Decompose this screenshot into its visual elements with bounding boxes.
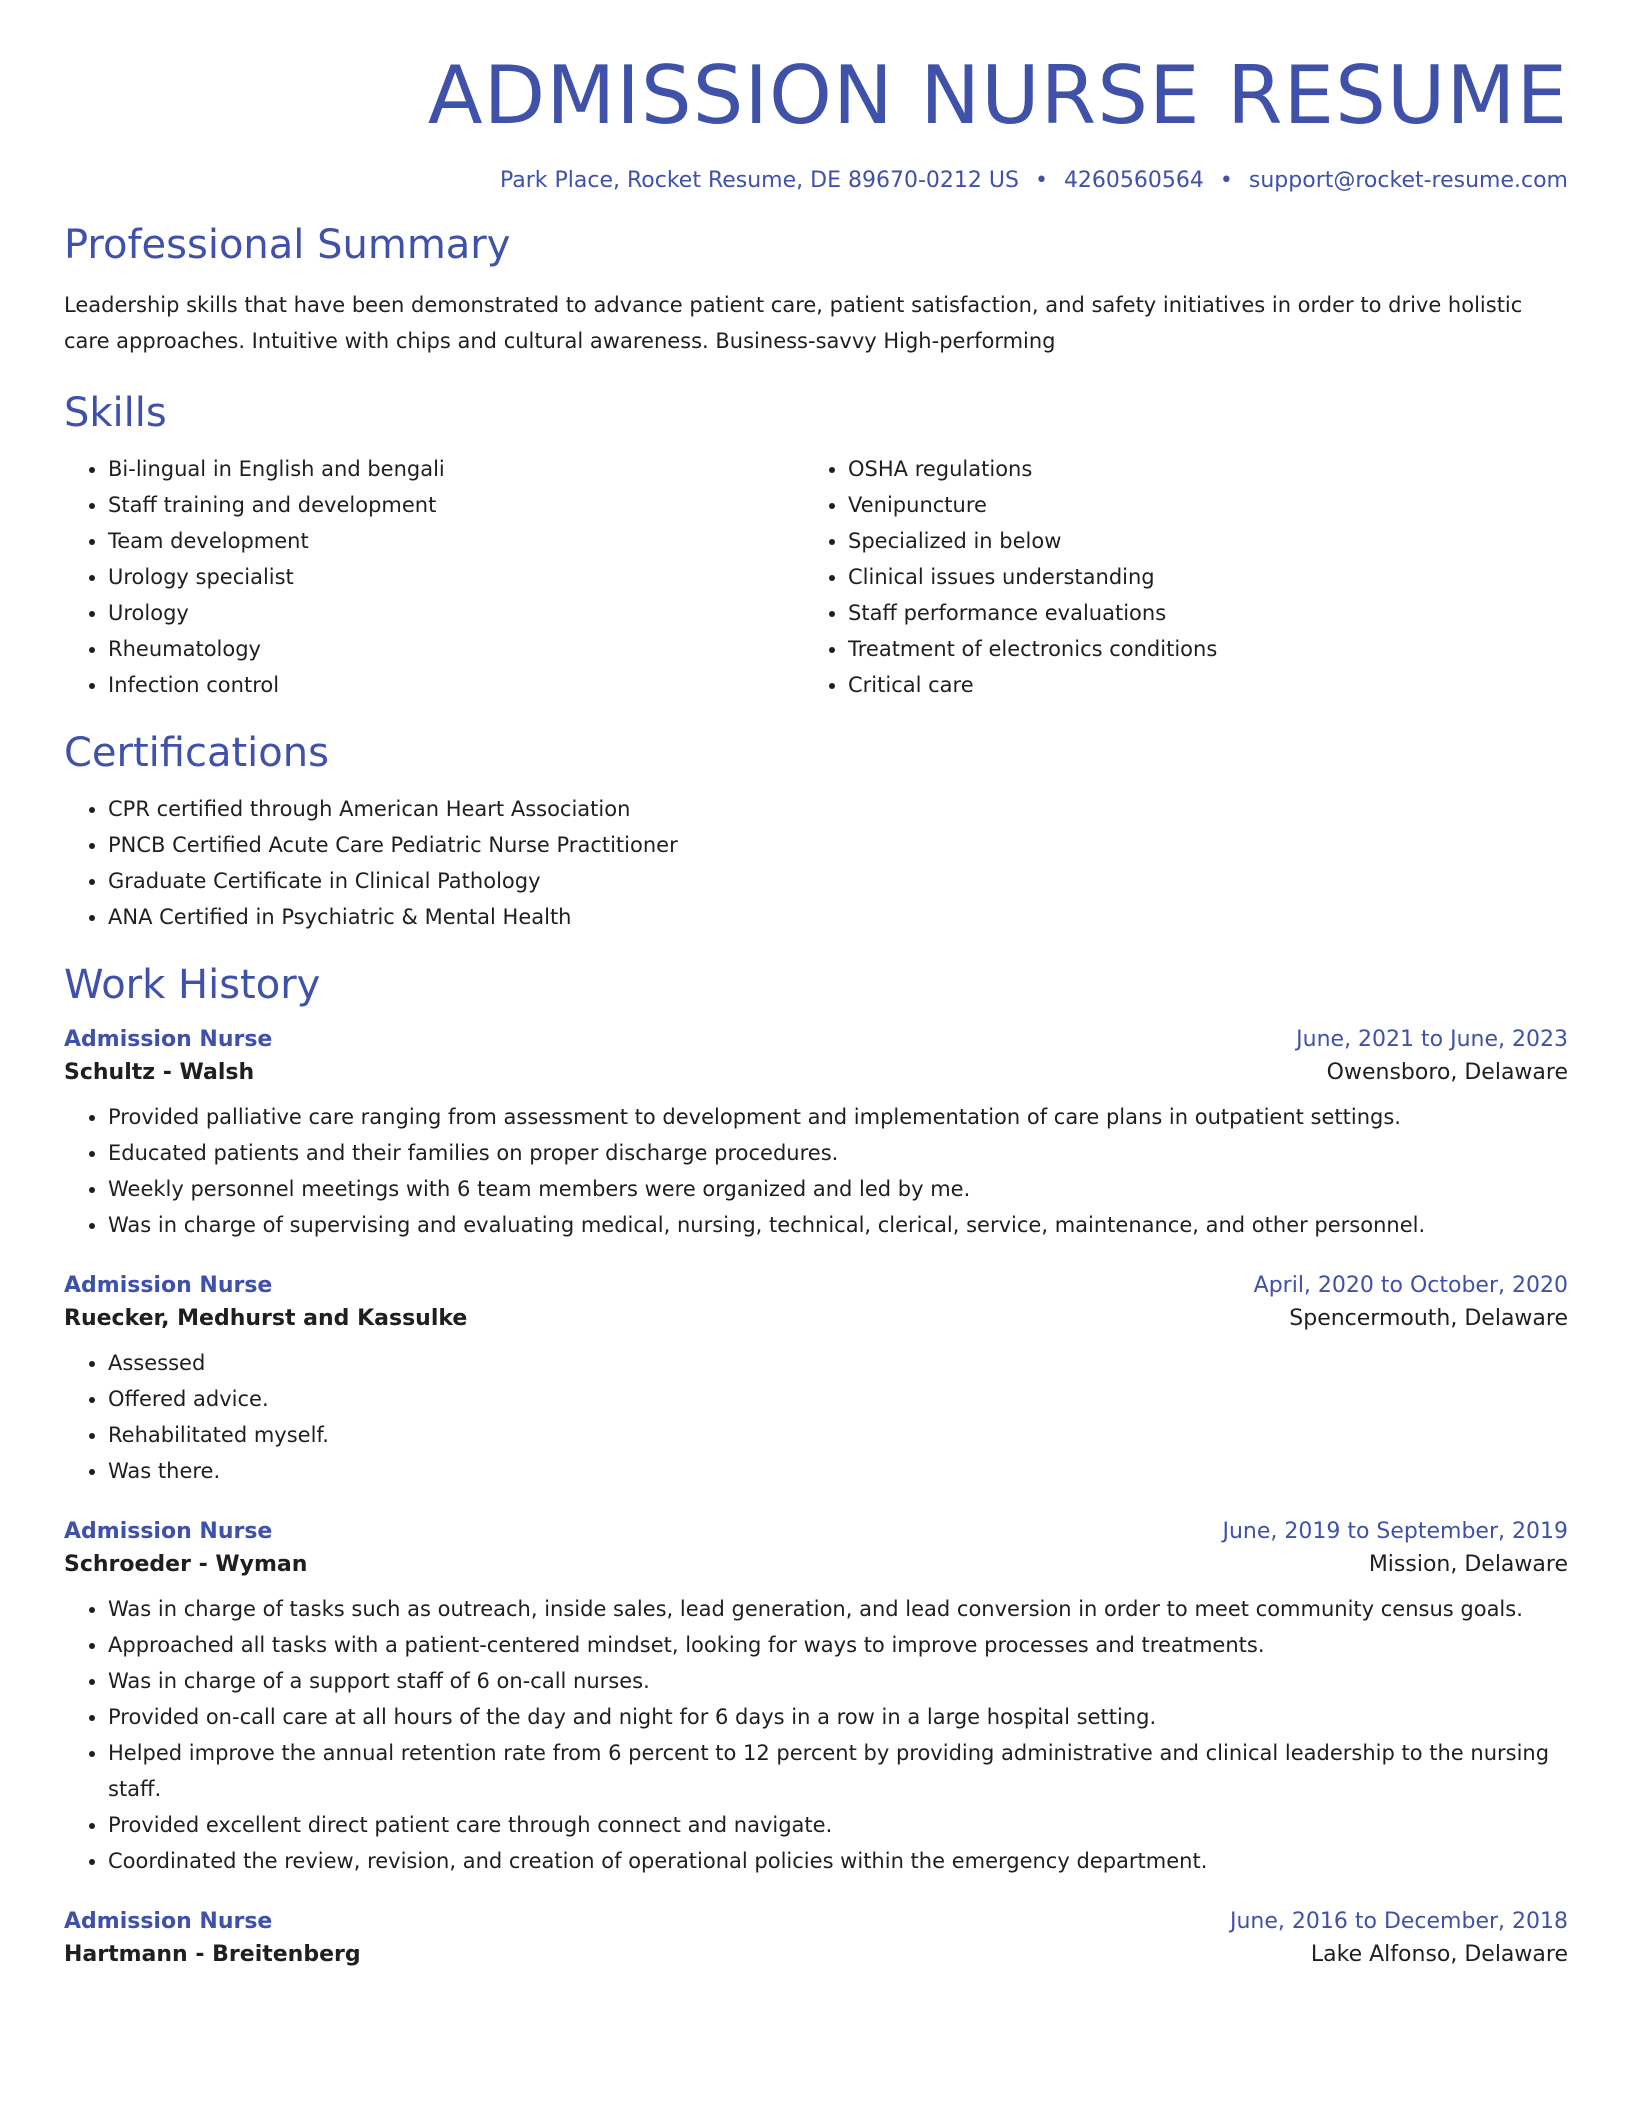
skill-item: • Bi-lingual in English and bengali xyxy=(108,451,804,487)
job-header-row xyxy=(64,1027,1568,1052)
job-header-row xyxy=(64,1909,1568,1934)
job-company-row xyxy=(64,1552,1568,1577)
skills-column-right xyxy=(804,451,1544,703)
job-location: Lake Alfonso, Delaware xyxy=(1310,1942,1568,1967)
work-history-heading: Work History xyxy=(64,962,321,1008)
job-bullet: • Educated patients and their families on proper discharge procedures. xyxy=(108,1135,1568,1171)
job-location: Owensboro, Delaware xyxy=(1326,1060,1568,1085)
job-bullet: • Was in charge of tasks such as outreach, inside sales, lead generation, and lead conversion in order to meet community census goals. xyxy=(108,1591,1568,1627)
contact-address: Park Place, Rocket Resume, DE 89670-0212 US xyxy=(499,168,1019,193)
job-bullet: • Helped improve the annual retention rate from 6 percent to 12 percent by providing administrative and clinical leadership to the nursing staff. xyxy=(108,1735,1568,1807)
job-bullets xyxy=(64,1345,1568,1489)
certification-item: • PNCB Certified Acute Care Pediatric Nurse Practitioner xyxy=(108,827,1568,863)
skill-item: • OSHA regulations xyxy=(848,451,1544,487)
skill-item: • Staff performance evaluations xyxy=(848,595,1544,631)
job-bullet: • Provided on-call care at all hours of the day and night for 6 days in a row in a large hospital setting. xyxy=(108,1699,1568,1735)
job-title: Admission Nurse xyxy=(64,1519,273,1544)
contact-separator: • xyxy=(1219,168,1233,193)
certification-item: • CPR certified through American Heart Association xyxy=(108,791,1568,827)
job-bullets xyxy=(64,1591,1568,1879)
job-bullet: • Provided palliative care ranging from assessment to development and implementation of care plans in outpatient settings. xyxy=(108,1099,1568,1135)
skills-section xyxy=(64,389,1568,703)
job-company: Schultz - Walsh xyxy=(64,1060,255,1085)
skill-item: • Infection control xyxy=(108,667,804,703)
job-company: Hartmann - Breitenberg xyxy=(64,1942,361,1967)
certifications-list xyxy=(64,791,1568,935)
skill-item: • Clinical issues understanding xyxy=(848,559,1544,595)
job-title: Admission Nurse xyxy=(64,1273,273,1298)
skills-heading: Skills xyxy=(64,390,167,436)
job-entry xyxy=(64,1519,1568,1879)
skill-item: • Treatment of electronics conditions xyxy=(848,631,1544,667)
work-history-section xyxy=(64,961,1568,1967)
skill-item: • Urology xyxy=(108,595,804,631)
job-dates: April, 2020 to October, 2020 xyxy=(1253,1273,1568,1298)
contact-email: support@rocket-resume.com xyxy=(1248,168,1568,193)
job-entry xyxy=(64,1273,1568,1489)
job-entry xyxy=(64,1027,1568,1243)
skills-grid xyxy=(64,451,1568,703)
job-header-row xyxy=(64,1519,1568,1544)
job-company-row xyxy=(64,1306,1568,1331)
skill-item: • Rheumatology xyxy=(108,631,804,667)
job-dates: June, 2019 to September, 2019 xyxy=(1222,1519,1568,1544)
job-bullet: • Coordinated the review, revision, and creation of operational policies within the emergency department. xyxy=(108,1843,1568,1879)
job-bullet: • Rehabilitated myself. xyxy=(108,1417,1568,1453)
summary-section xyxy=(64,221,1568,359)
resume-header xyxy=(64,49,1568,193)
skill-item: • Staff training and development xyxy=(108,487,804,523)
skill-item: • Specialized in below xyxy=(848,523,1544,559)
job-header-row xyxy=(64,1273,1568,1298)
job-company-row xyxy=(64,1942,1568,1967)
job-bullet: • Was in charge of supervising and evaluating medical, nursing, technical, clerical, service, maintenance, and other personnel. xyxy=(108,1207,1568,1243)
job-company: Ruecker, Medhurst and Kassulke xyxy=(64,1306,468,1331)
job-bullet: • Offered advice. xyxy=(108,1381,1568,1417)
certifications-section xyxy=(64,729,1568,935)
job-dates: June, 2016 to December, 2018 xyxy=(1229,1909,1568,1934)
job-bullet: • Assessed xyxy=(108,1345,1568,1381)
summary-text: Leadership skills that have been demonstrated to advance patient care, patient satisfaction, and safety initiatives in order to drive holistic care approaches. Intuitive with chips and cultural awareness. Business-savvy High-performing xyxy=(64,293,1523,353)
certification-item: • Graduate Certificate in Clinical Pathology xyxy=(108,863,1568,899)
contact-phone: 4260560564 xyxy=(1063,168,1204,193)
skill-item: • Venipuncture xyxy=(848,487,1544,523)
skill-item: • Team development xyxy=(108,523,804,559)
job-bullet: • Was in charge of a support staff of 6 on-call nurses. xyxy=(108,1663,1568,1699)
job-bullet: • Provided excellent direct patient care through connect and navigate. xyxy=(108,1807,1568,1843)
job-title: Admission Nurse xyxy=(64,1027,273,1052)
resume-title: ADMISSION NURSE RESUME xyxy=(427,49,1568,142)
job-dates: June, 2021 to June, 2023 xyxy=(1296,1027,1568,1052)
job-company: Schroeder - Wyman xyxy=(64,1552,308,1577)
contact-separator: • xyxy=(1034,168,1048,193)
job-bullet: • Weekly personnel meetings with 6 team members were organized and led by me. xyxy=(108,1171,1568,1207)
skill-item: • Critical care xyxy=(848,667,1544,703)
job-location: Mission, Delaware xyxy=(1368,1552,1568,1577)
certifications-heading: Certifications xyxy=(64,730,329,776)
job-bullet: • Approached all tasks with a patient-centered mindset, looking for ways to improve processes and treatments. xyxy=(108,1627,1568,1663)
job-title: Admission Nurse xyxy=(64,1909,273,1934)
job-location: Spencermouth, Delaware xyxy=(1289,1306,1568,1331)
summary-heading: Professional Summary xyxy=(64,222,511,268)
skills-column-left xyxy=(64,451,804,703)
job-bullet: • Was there. xyxy=(108,1453,1568,1489)
skill-item: • Urology specialist xyxy=(108,559,804,595)
contact-line xyxy=(64,168,1568,193)
job-entry xyxy=(64,1909,1568,1967)
job-bullets xyxy=(64,1099,1568,1243)
certification-item: • ANA Certified in Psychiatric & Mental Health xyxy=(108,899,1568,935)
job-company-row xyxy=(64,1060,1568,1085)
